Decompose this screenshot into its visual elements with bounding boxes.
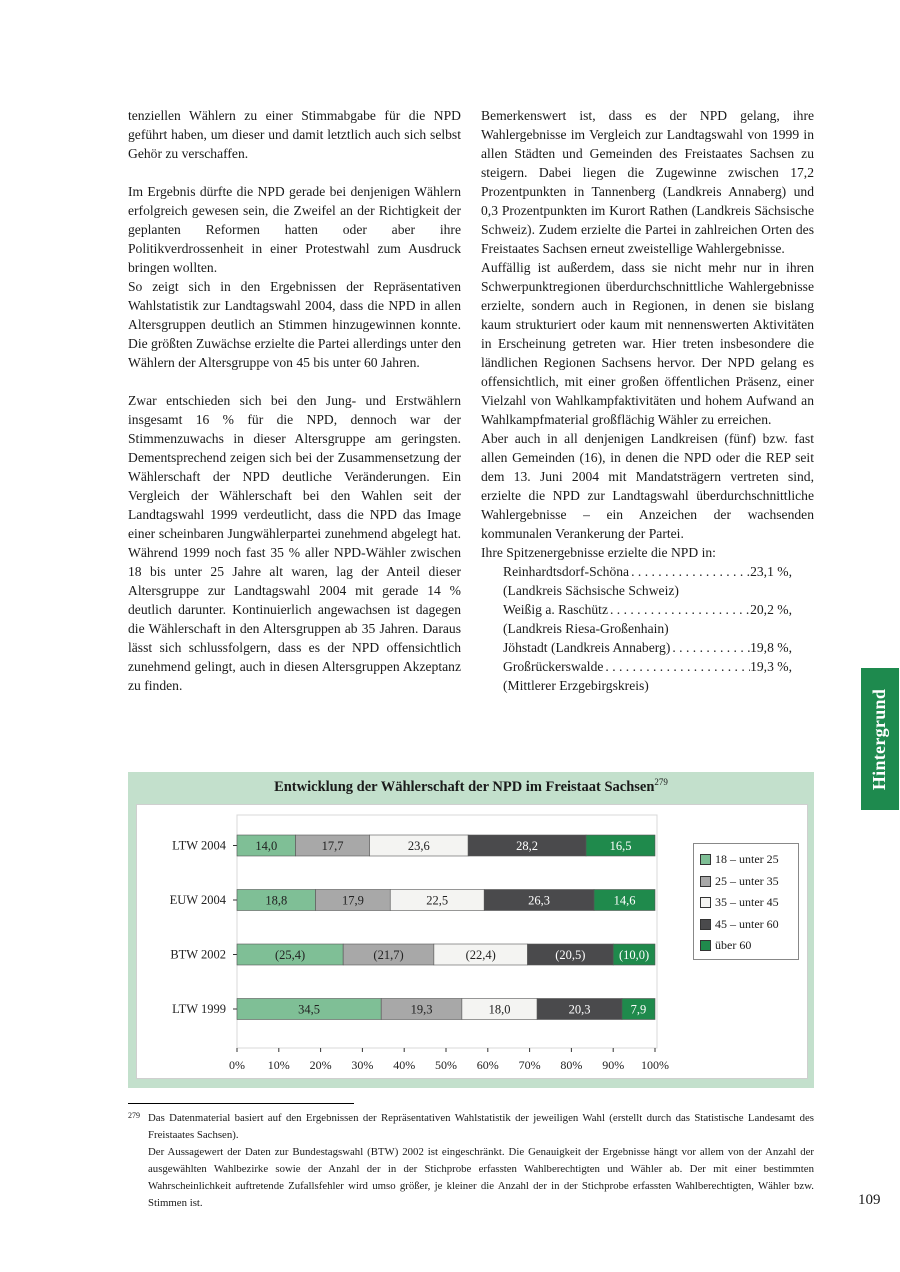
legend-item [700, 917, 779, 932]
data-label: 7,9 [630, 1002, 647, 1017]
legend-swatch [700, 919, 711, 930]
paragraph: Aber auch in all denjenigen Landkreisen (fünf) bzw. fast allen Gemeinden (16), in denen die NPD oder die REP seit dem 13. Juni 2004 mit Mandatsträgern vertreten sind, erzielte die NPD zur Landtagswahl überdurchschnittliche Wahlergebnisse – ein Anzeichen der wachsenden kommunalen Verankerung der Partei. [481, 431, 814, 541]
list-item [503, 657, 814, 695]
x-tick-label: 50% [435, 1058, 457, 1072]
legend-label: 35 – unter 45 [715, 895, 779, 909]
data-label: 14,0 [255, 839, 278, 853]
chart-panel [136, 804, 808, 1079]
legend-swatch [700, 854, 711, 865]
result-value: 23,1 %, [750, 564, 792, 579]
x-tick-label: 40% [393, 1058, 416, 1072]
footnote-divider [128, 1103, 354, 1104]
legend-swatch [700, 876, 711, 887]
right-text-column [481, 106, 814, 695]
footnote-entry [128, 1110, 814, 1212]
legend-item [700, 874, 779, 889]
footnote-mark: 279 [128, 1111, 140, 1120]
paragraph: tenziellen Wählern zu einer Stimmabgabe für die NPD geführt haben, um dieser und damit letztlich auch sich selbst Gehör zu verschaffen. [128, 108, 461, 161]
footnotes [128, 1110, 814, 1212]
result-value: 19,3 %, [750, 659, 792, 674]
footnote-text: Der Aussagewert der Daten zur Bundestagswahl (BTW) 2002 ist eingeschränkt. Die Genauigkeit der Ergebnisse hängt vor allem von der Anzahl der ausgewählten Wahlbezirke sowie der Anzahl der in der Stichprobe erfassten Wahlberechtigten und Wähler ab. Der mit einer bestimmten Wahrscheinlichkeit auftretende Zufallsfehler wird umso größer, je kleiner die Anzahl der in der Stichprobe erfassten Wahlberechtigten, Wähler bzw. Stimmen ist. [148, 1146, 814, 1209]
paragraph: Im Ergebnis dürfte die NPD gerade bei denjenigen Wählern erfolgreich gewesen sein, die Zweifel an der Richtigkeit der geplanten Reformen hatten oder aber ihre Politikverdrossenheit in einer Protestwahl zum Ausdruck bringen wollten. [128, 184, 461, 275]
legend-label: 25 – unter 35 [715, 873, 779, 888]
data-label: (22,4) [465, 948, 496, 962]
data-label: 20,3 [568, 1002, 591, 1017]
data-label: 16,5 [609, 839, 632, 853]
data-label: 34,5 [298, 1002, 321, 1017]
data-label: 17,7 [321, 839, 344, 853]
legend-label: über 60 [715, 938, 752, 952]
legend-swatch [700, 940, 711, 951]
data-label: 14,6 [613, 893, 636, 908]
data-label: (10,0) [618, 948, 650, 962]
result-name: Weißig a. Raschütz [503, 602, 608, 617]
legend-label: 45 – unter 60 [715, 916, 779, 931]
legend-item [700, 938, 751, 953]
footnote-text: Das Datenmaterial basiert auf den Ergebnissen der Repräsentativen Wahlstatistik der jeweiligen Wahl (erstellt durch das Statistische Landesamt des Freistaates Sachsen). [148, 1112, 814, 1141]
data-label: 26,3 [528, 893, 551, 908]
data-label: 18,0 [488, 1002, 511, 1017]
section-tab [861, 668, 899, 810]
x-tick-label: 60% [476, 1058, 499, 1072]
list-item [503, 600, 814, 638]
data-label: 28,2 [516, 839, 539, 853]
paragraph: So zeigt sich in den Ergebnissen der Repräsentativen Wahlstatistik zur Landtagswahl 2004, dass die NPD in allen Altersgruppen deutlich an Stimmen hinzugewinnen konnte. Die größten Zuwächse erzielte die Partei allerdings unter den Wählern der Altersgruppe von 45 bis unter 60 Jahren. [128, 279, 461, 370]
data-label: 19,3 [410, 1002, 433, 1017]
result-value: 20,2 %, [750, 602, 792, 617]
result-region: (Landkreis Riesa-Großenhain) [503, 621, 669, 636]
section-tab-label: Hintergrund [869, 688, 890, 790]
x-tick-label: 70% [518, 1058, 541, 1072]
x-tick-label: 90% [602, 1058, 625, 1072]
data-label: 23,6 [407, 839, 430, 853]
category-label: BTW 2002 [170, 947, 226, 962]
data-label: (21,7) [373, 948, 404, 962]
page-number: 109 [858, 1192, 881, 1208]
x-tick-label: 20% [309, 1058, 332, 1072]
result-name: Großrückerswalde [503, 659, 604, 674]
data-label: (20,5) [555, 948, 586, 962]
top-results-list [481, 562, 814, 695]
paragraph: Bemerkenswert ist, dass es der NPD gelang, ihre Wahlergebnisse im Vergleich zur Landtagswahl von 1999 in allen Städten und Gemeinden des Freistaates Sachsen zu steigern. Dabei liegen die Zugewinne zwischen 17,2 Prozentpunkten in Tannenberg (Landkreis Annaberg) und 0,3 Prozentpunkten im Kurort Rathen (Landkreis Sächsische Schweiz). Zudem erzielte die Partei in zahlreichen Orten des Freistaates Sachsen erneut zweistellige Wahlergebnisse. [481, 108, 814, 256]
result-value: 19,8 %, [750, 640, 792, 655]
data-label: 18,8 [265, 893, 288, 908]
chart-title: Entwicklung der Wählerschaft der NPD im Freistaat Sachsen$^{279}$ [274, 777, 668, 795]
category-label: LTW 1999 [172, 1002, 226, 1016]
data-label: (25,4) [274, 948, 306, 962]
left-text-column [128, 106, 461, 695]
x-tick-label: 30% [351, 1058, 374, 1072]
legend-item [700, 852, 779, 867]
chart-legend [693, 843, 799, 960]
list-item [503, 562, 814, 600]
paragraph: Auffällig ist außerdem, dass sie nicht mehr nur in ihren Schwerpunktregionen überdurchschnittliche Wahlergebnisse erzielte, sondern auch in Regionen, in denen sie bislang kaum strukturiert oder kaum mit nennenswerten Aktivitäten in Erscheinung getreten war. Hier treten insbesondere die ländlichen Regionen Sachsens hervor. Der NPD gelang es offensichtlich, mit einer großen öffentlichen Präsenz, einer Vielzahl von Wahlkampfaktivitäten und hohem Aufwand an Wahlkampfmaterial großflächig Wähler zu erreichen. [481, 260, 814, 427]
data-label: 17,9 [341, 893, 364, 908]
paragraph: Zwar entschieden sich bei den Jung- und Erstwählern insgesamt 16 % für die NPD, dennoch war der Stimmenzuwachs in dieser Altersgruppe am geringsten. Dementsprechend zeigen sich bei der Zusammensetzung der Wählerschaft der NPD deutliche Veränderungen. Ein Vergleich der Wählerschaft bei den Wahlen seit der Landtagswahl 1999 verdeutlicht, dass die NPD das Image einer scheinbaren Jungwählerpartei zunehmend abgelegt hat. Während 1999 noch fast 35 % aller NPD-Wähler zwischen 18 bis unter 25 Jahre alt waren, lag der Anteil dieser Altersgruppe zur Landtagswahl 2004 mit gerade 14 % deutlich darunter. Kontinuierlich angewachsen ist dagegen die Wählerschaft in den Altersgruppen ab 35 Jahren. Daraus lässt sich schlussfolgern, dass es der NPD offensichtlich zunehmend gelingt, auch in diesen Altersgruppen Akzeptanz zu finden. [128, 393, 461, 693]
legend-swatch [700, 897, 711, 908]
result-region: (Landkreis Sächsische Schweiz) [503, 583, 679, 598]
legend-label: 18 – unter 25 [715, 852, 779, 866]
chart-figure [128, 772, 814, 1088]
data-label: 22,5 [426, 893, 449, 908]
legend-item [700, 895, 779, 910]
category-label: LTW 2004 [172, 838, 226, 853]
paragraph: Ihre Spitzenergebnisse erzielte die NPD in: [481, 545, 716, 560]
x-tick-label: 80% [560, 1058, 583, 1072]
x-tick-label: 0% [229, 1058, 245, 1072]
category-label: EUW 2004 [169, 893, 226, 907]
x-tick-label: 100% [641, 1058, 669, 1072]
result-name: Reinhardtsdorf-Schöna [503, 564, 630, 579]
footnote-ref: 279 [654, 777, 668, 787]
result-name: Jöhstadt (Landkreis Annaberg) [503, 640, 671, 655]
list-item [503, 638, 814, 657]
x-tick-label: 10% [267, 1058, 290, 1072]
result-region: (Mittlerer Erzgebirgskreis) [503, 678, 649, 693]
